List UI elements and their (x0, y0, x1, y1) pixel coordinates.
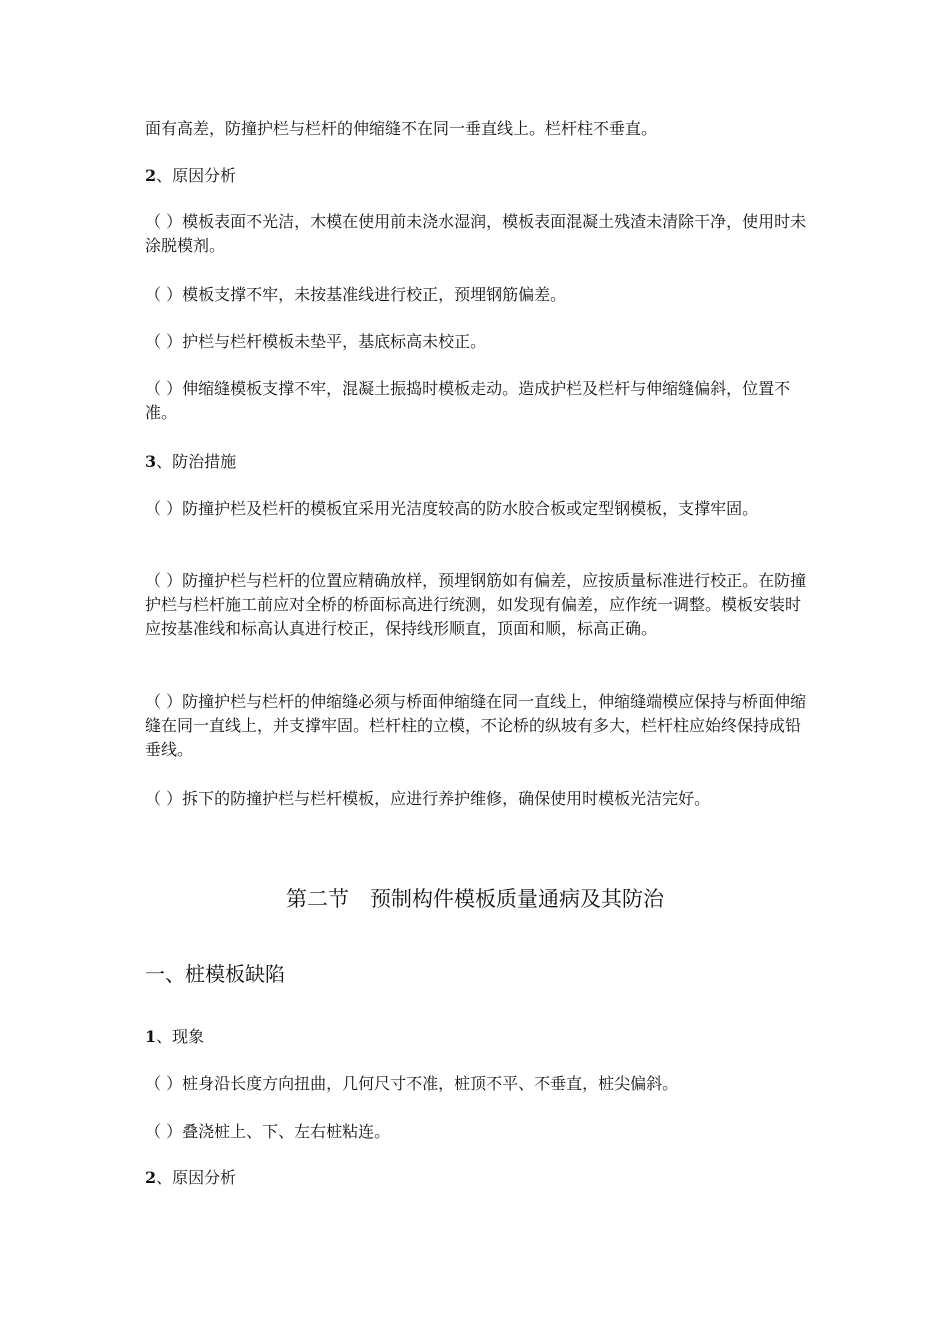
heading-number: 2 (145, 166, 157, 185)
heading-number: 1 (145, 1027, 157, 1046)
list-item-measure-3: （ ）防撞护栏与栏杆的伸缩缝必须与桥面伸缩缝在同一直线上，伸缩缝端模应保持与桥面伸缩缝在同一直线上，并支撑牢固。栏杆柱的立模，不论桥的纵坡有多大，栏杆柱应始终保持成铅垂线。 (145, 692, 807, 759)
list-item-cause-2: （ ）模板支撑不牢，未按基准线进行校正，预埋钢筋偏差。 (145, 285, 567, 304)
subsection-title: 一、桩模板缺陷 (145, 962, 285, 986)
heading-text: 、防治措施 (156, 452, 237, 471)
heading-cause-analysis (145, 164, 810, 188)
list-item-measure-4: （ ）拆下的防撞护栏与栏杆模板，应进行养护维修，确保使用时模板光洁完好。 (145, 789, 711, 808)
list-item-cause-1: （ ）模板表面不光洁，木模在使用前未浇水湿润，模板表面混凝土残渣未清除干净，使用时未涂脱模剂。 (145, 212, 807, 255)
section-title: 第二节 预制构件模板质量通病及其防治 (286, 887, 664, 911)
list-item-measure-2: （ ）防撞护栏与栏杆的位置应精确放样，预埋钢筋如有偏差，应按质量标准进行校正。在防撞护栏与栏杆施工前应对全桥的桥面标高进行统测，如发现有偏差，应作统一调整。模板安装时应按基准线和标高认真进行校正，保持线形顺直，顶面和顺，标高正确。 (145, 571, 807, 638)
paragraph-intro: 面有高差，防撞护栏与栏杆的伸缩缝不在同一垂直线上。栏杆柱不垂直。 (145, 119, 658, 138)
heading-text: 、原因分析 (156, 166, 237, 185)
list-item-phenomenon-1: （ ）桩身沿长度方向扭曲，几何尺寸不准，桩顶不平、不垂直，桩尖偏斜。 (145, 1074, 679, 1093)
heading-cause-analysis-2 (145, 1166, 810, 1190)
heading-measures (145, 450, 810, 474)
list-item-cause-3: （ ）护栏与栏杆模板未垫平，基底标高未校正。 (145, 332, 487, 351)
heading-text: 、现象 (156, 1027, 205, 1046)
list-item-cause-4: （ ）伸缩缝模板支撑不牢，混凝土振捣时模板走动。造成护栏及栏杆与伸缩缝偏斜，位置不准。 (145, 379, 791, 422)
heading-number: 2 (145, 1168, 157, 1187)
heading-number: 3 (145, 452, 157, 471)
heading-phenomenon (145, 1025, 810, 1049)
list-item-measure-1: （ ）防撞护栏及栏杆的模板宜采用光洁度较高的防水胶合板或定型钢模板，支撑牢固。 (145, 499, 759, 518)
list-item-phenomenon-2: （ ）叠浇桩上、下、左右桩粘连。 (145, 1122, 391, 1141)
heading-text: 、原因分析 (156, 1168, 237, 1187)
